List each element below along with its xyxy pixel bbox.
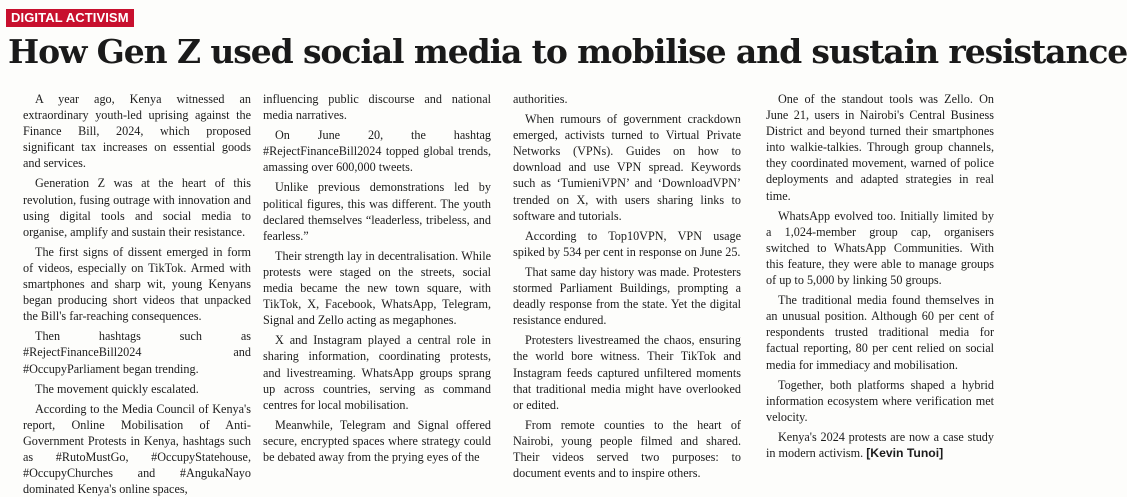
paragraph-continued: influencing public discourse and national media narratives. [263, 92, 491, 123]
paragraph: A year ago, Kenya witnessed an extraordinary youth-led uprising against the Finance Bill, 2024, which proposed significant tax increases on essential goods and services. [23, 92, 251, 171]
paragraph: The first signs of dissent emerged in form of videos, especially on TikTok. Armed with smartphones and sharp wit, young Kenyans began producing short videos that unpacked the Bill's far-reaching consequences. [23, 244, 251, 324]
paragraph: Together, both platforms shaped a hybrid information ecosystem where verification met velocity. [766, 377, 994, 424]
paragraph: The movement quickly escalated. [35, 381, 199, 396]
paragraph: X and Instagram played a central role in sharing information, coordinating protests, and livestreaming. WhatsApp groups sprang up across countries, serving as command centres for local mobilisation. [263, 333, 491, 412]
paragraph: WhatsApp evolved too. Initially limited by a 1,024-member group cap, organisers switched to WhatsApp Communities. With this feature, they were able to manage groups of up to 5,000 by linking 50 groups. [766, 208, 994, 288]
paragraph: On June 20, the hashtag #RejectFinanceBill2024 topped global trends, amassing over 600,000 tweets. [263, 128, 491, 175]
paragraph: That same day history was made. Protesters stormed Parliament Buildings, prompting a deadly response from the state. Yet the digital resistance endured. [513, 264, 741, 328]
paragraph: Then hashtags such as #RejectFinanceBill2024 and #OccupyParliament began trending. [23, 329, 251, 376]
text-column-3 [513, 91, 741, 481]
article-body [23, 91, 1005, 497]
paragraph: From remote counties to the heart of Nairobi, young people filmed and shared. Their videos served two purposes: to document events and to inspire others. [513, 417, 741, 481]
text-column-1 [23, 91, 251, 497]
headline: How Gen Z used social media to mobilise and sustain resistance [8, 32, 1127, 71]
byline: [Kevin Tunoi] [866, 445, 944, 460]
text-column-2 [263, 91, 491, 464]
paragraph: When rumours of government crackdown emerged, activists turned to Virtual Private Networks (VPNs). Guides on how to download and use VPN spread. Keywords such as ‘TumieniVPN’ and ‘DownloadVPN’ trended on X, with users sharing links to software and tutorials. [513, 112, 741, 223]
paragraph: According to the Media Council of Kenya's report, Online Mobilisation of Anti-Government Protests in Kenya, hashtags such as #RutoMustGo, #OccupyStatehouse, #OccupyChurches and #AngukaNayo dominated Kenya's online spaces, [23, 401, 251, 497]
paragraph: The traditional media found themselves in an unusual position. Although 60 per cent of respondents trusted traditional media for factual reporting, 80 per cent relied on social media for immediacy and mobilisation. [766, 293, 994, 372]
text-column-4 [766, 91, 994, 460]
paragraph: Unlike previous demonstrations led by political figures, this was different. The youth declared themselves “leaderless, tribeless, and fearless.” [263, 180, 491, 243]
closing-paragraph [766, 429, 994, 461]
paragraph: One of the standout tools was Zello. On June 21, users in Nairobi's Central Business District and beyond turned their smartphones into walkie-talkies. Through group channels, they coordinated movement, warned of police deployments and adapted strategies in real time. [766, 92, 994, 203]
closing-sentence: Kenya's 2024 protests are now a case study in modern activism. [766, 429, 994, 460]
paragraph: Meanwhile, Telegram and Signal offered secure, encrypted spaces where strategy could be debated away from the prying eyes of the [263, 417, 491, 464]
paragraph: Protesters livestreamed the chaos, ensuring the world bore witness. Their TikTok and Instagram feeds captured unfiltered moments that traditional media might have overlooked or edited. [513, 333, 741, 412]
paragraph-continued: authorities. [513, 92, 568, 106]
paragraph: According to Top10VPN, VPN usage spiked by 534 per cent in response on June 25. [513, 228, 741, 259]
paragraph: Their strength lay in decentralisation. While protests were staged on the streets, social media became the new town square, with TikTok, X, Facebook, WhatsApp, Telegram, Signal and Zello acting as megaphones. [263, 248, 491, 328]
section-kicker: DIGITAL ACTIVISM [6, 9, 134, 27]
paragraph: Generation Z was at the heart of this revolution, fusing outrage with innovation and using digital tools and social media to organise, amplify and sustain their resistance. [23, 176, 251, 239]
